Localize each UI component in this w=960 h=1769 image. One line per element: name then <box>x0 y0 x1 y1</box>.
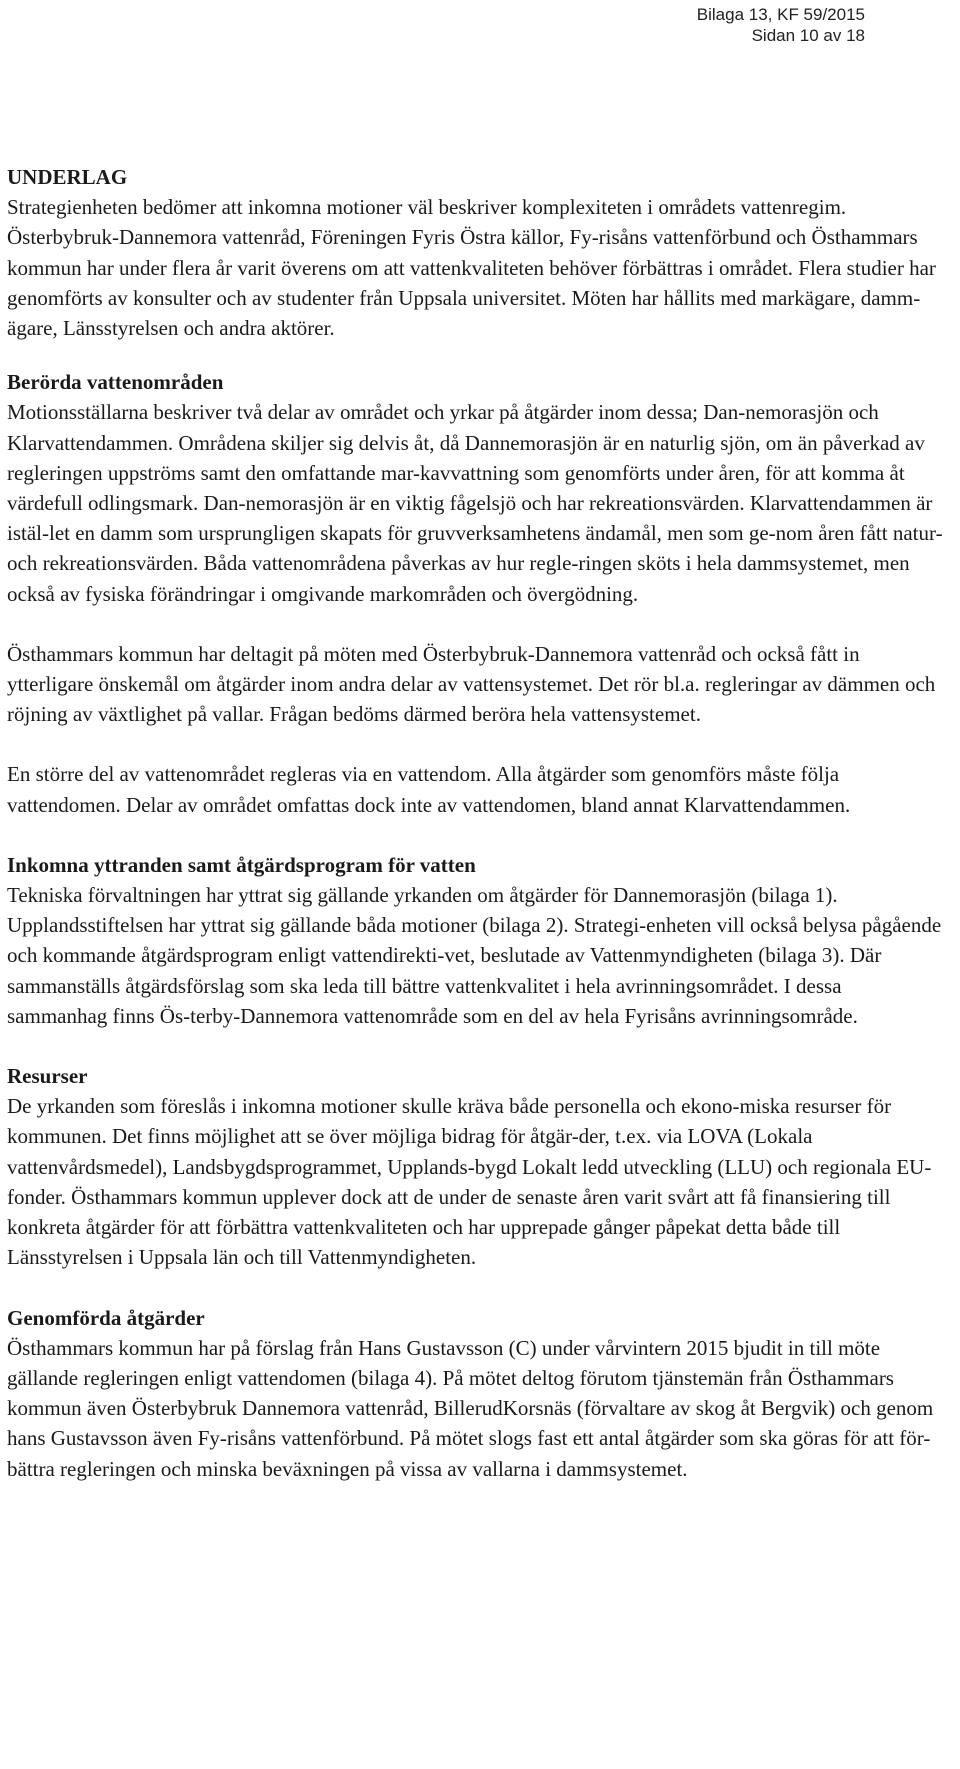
paragraph: Tekniska förvaltningen har yttrat sig gällande yrkanden om åtgärder för Dannemorasjön (bilaga 1). Upplandsstiftelsen har yttrat sig gällande båda motioner (bilaga 2). Strategi-enheten vill också belysa pågående och kommande åtgärdsprogram enligt vattendirekti-vet, beslutade av Vattenmyndigheten (bilaga 3). Där sammanställs åtgärdsförslag som ska leda till bättre vattenkvalitet i hela avrinningsområdet. I dessa sammanhag finns Ös-terby-Dannemora vattenområde som en del av hela Fyrisåns avrinningsområde. <box>7 883 942 1028</box>
header-page-number: Sidan 10 av 18 <box>751 26 865 45</box>
paragraph: En större del av vattenområdet regleras via en vattendom. Alla åtgärder som genomförs måste följa vattendomen. Delar av området omfattas dock inte av vattendomen, bland annat Klarvattendammen. <box>7 762 851 817</box>
paragraph: Strategienheten bedömer att inkomna motioner väl beskriver komplexiteten i områdets vattenregim. Österbybruk-Dannemora vattenråd, Föreningen Fyris Östra källor, Fy-risåns vattenförbund och Östhammars kommun har under flera år varit överens om att vattenkvaliteten behöver förbättras i området. Flera studier har genomförts av konsulter och av studenter från Uppsala universitet. Möten har hållits med markägare, damm-ägare, Länsstyrelsen och andra aktörer. <box>7 195 936 341</box>
section-heading: Resurser <box>7 1064 88 1089</box>
section-inkomna-yttranden <box>7 850 947 1031</box>
section-genomforda-atgarder <box>7 1303 947 1484</box>
document-body <box>7 162 947 1514</box>
section-heading: UNDERLAG <box>7 165 128 189</box>
page-header <box>697 4 865 46</box>
section-resurser <box>7 1061 947 1272</box>
section-heading: Genomförda åtgärder <box>7 1305 205 1330</box>
section-heading: Berörda vattenområden <box>7 370 224 395</box>
header-appendix-reference: Bilaga 13, KF 59/2015 <box>696 5 865 24</box>
paragraph: De yrkanden som föreslås i inkomna motioner skulle kräva både personella och ekono-miska resurser för kommunen. Det finns möjlighet att se över möjliga bidrag för åtgär-der, t.ex. via LOVA (Lokala vattenvårdsmedel), Landsbygdsprogrammet, Upplands-bygd Lokalt ledd utveckling (LLU) och regionala EU-fonder. Östhammars kommun upplever dock att de under de senaste åren varit svårt att få finansiering till konkreta åtgärder för att förbättra vattenkvaliteten och har upprepade gånger påpekat detta både till Länsstyrelsen i Uppsala län och till Vattenmyndigheten. <box>7 1094 932 1270</box>
section-heading: Inkomna yttranden samt åtgärdsprogram för vatten <box>7 852 476 877</box>
paragraph: Östhammars kommun har deltagit på möten med Österbybruk-Dannemora vattenråd och också fått in ytterligare önskemål om åtgärder inom andra delar av vattensystemet. Det rör bl.a. regleringar av dämmen och röjning av växtlighet på vallar. Frågan bedöms därmed beröra hela vattensystemet. <box>7 641 936 727</box>
paragraph: Östhammars kommun har på förslag från Hans Gustavsson (C) under vårvintern 2015 bjudit in till möte gällande regleringen enligt vattendomen (bilaga 4). På mötet deltog förutom tjänstemän från Östhammars kommun även Österbybruk Dannemora vattenråd, BillerudKorsnäs (förvaltare av skog åt Bergvik) och genom hans Gustavsson även Fy-risåns vattenförbund. På mötet slogs fast ett antal åtgärder som ska göras för att för-bättra regleringen och minska beväxningen på vissa av vallarna i dammsystemet. <box>7 1335 934 1481</box>
section-berorda-vattenomraden <box>7 367 947 820</box>
paragraph: Motionsställarna beskriver två delar av området och yrkar på åtgärder inom dessa; Dan-nemorasjön och Klarvattendammen. Områdena skiljer sig delvis åt, då Dannemorasjön är en naturlig sjön, om än påverkad av regleringen uppströms samt den omfattande mar-kavvattning som genomförts under åren, för att komma åt värdefull odlingsmark. Dan-nemorasjön är en viktig fågelsjö och har rekreationsvärden. Klarvattendammen är istäl-let en damm som ursprungligen skapats för gruvverksamhetens ändamål, men som ge-nom åren fått natur- och rekreationsvärden. Båda vattenområdena påverkas av hur regle-ringen sköts i hela dammsystemet, men också av fysiska förändringar i omgivande markområden och övergödning. <box>7 400 943 606</box>
section-underlag <box>7 162 947 343</box>
